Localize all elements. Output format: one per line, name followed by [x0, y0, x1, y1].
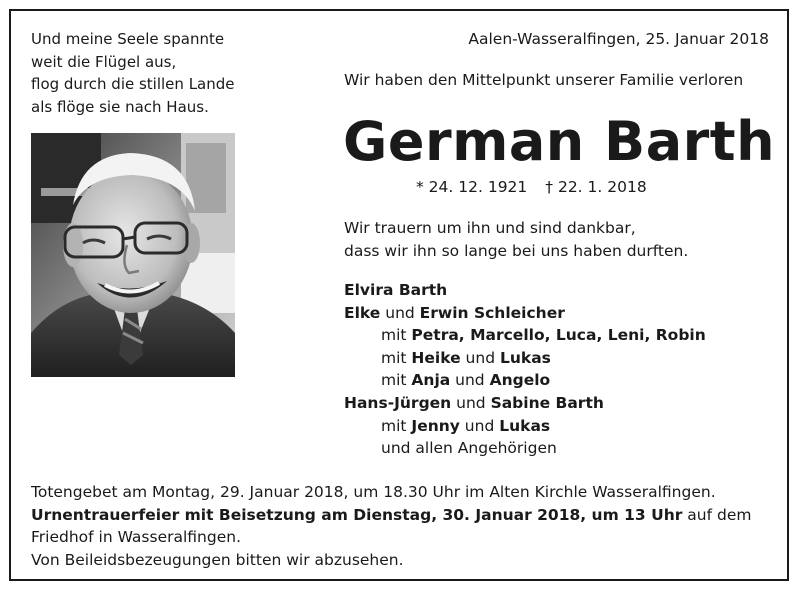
family-line — [344, 369, 706, 392]
birth-date: * 24. 12. 1921 — [416, 178, 528, 196]
portrait-photo — [31, 133, 235, 377]
service-info — [31, 481, 776, 571]
poem-line: flog durch die stillen Lande — [31, 75, 235, 93]
condolence-note: Von Beileidsbezeugungen bitten wir abzusehen. — [31, 550, 404, 569]
connector: und — [380, 303, 420, 322]
family-line — [344, 392, 706, 415]
family-name: Petra, Marcello, Luca, Leni, Robin — [411, 326, 706, 345]
prayer-line: Totengebet am Montag, 29. Januar 2018, um 18.30 Uhr im Alten Kirchle Wasseralfingen. — [31, 483, 716, 501]
portrait-drawing — [31, 133, 235, 377]
family-line — [344, 437, 706, 460]
family-line — [344, 415, 706, 438]
family-name: Erwin Schleicher — [419, 303, 565, 322]
place-date: Aalen-Wasseralfingen, 25. Januar 2018 — [468, 30, 769, 48]
life-dates — [416, 176, 647, 198]
obituary-frame — [9, 9, 789, 581]
family-line — [344, 347, 706, 370]
family-line — [344, 324, 706, 347]
family-name: Heike — [411, 348, 461, 367]
family-name: Elvira Barth — [344, 281, 448, 299]
family-line — [344, 279, 706, 302]
connector: mit — [381, 371, 412, 390]
deceased-name: German Barth — [343, 110, 776, 173]
funeral-line-rest: auf dem Friedhof in Wasseralfingen. — [31, 505, 752, 546]
connector: mit — [381, 348, 412, 367]
family-name: Lukas — [499, 348, 551, 367]
family-line — [344, 302, 706, 325]
intro-line: Wir haben den Mittelpunkt unserer Familie verloren — [344, 71, 744, 89]
connector: und — [451, 393, 491, 412]
poem-line: Und meine Seele spannte — [31, 30, 225, 48]
poem-line: weit die Flügel aus, — [31, 52, 177, 71]
mourning-line: Wir trauern um ihn und sind dankbar, — [344, 219, 636, 237]
connector: und allen Angehörigen — [381, 439, 557, 458]
mourning-text — [344, 217, 688, 262]
connector: mit — [381, 416, 412, 435]
family-name: Lukas — [499, 416, 551, 435]
family-name: Elke — [344, 303, 381, 322]
family-name: Anja — [411, 371, 451, 390]
family-name: Jenny — [411, 416, 460, 435]
family-name: Sabine Barth — [490, 393, 604, 412]
funeral-line-bold: Urnentrauerfeier mit Beisetzung am Dienstag, 30. Januar 2018, um 13 Uhr — [31, 505, 683, 524]
connector: mit — [381, 326, 412, 345]
funeral-line — [31, 504, 776, 549]
family-name: Angelo — [489, 371, 551, 390]
family-list — [344, 279, 706, 460]
poem — [31, 28, 235, 118]
family-name: Hans-Jürgen — [344, 393, 452, 412]
connector: und — [460, 348, 500, 367]
death-date: † 22. 1. 2018 — [545, 178, 647, 196]
connector: und — [450, 371, 490, 390]
poem-line: als flöge sie nach Haus. — [31, 97, 209, 116]
connector: und — [459, 416, 500, 435]
mourning-line: dass wir ihn so lange bei uns haben durften. — [344, 241, 689, 260]
